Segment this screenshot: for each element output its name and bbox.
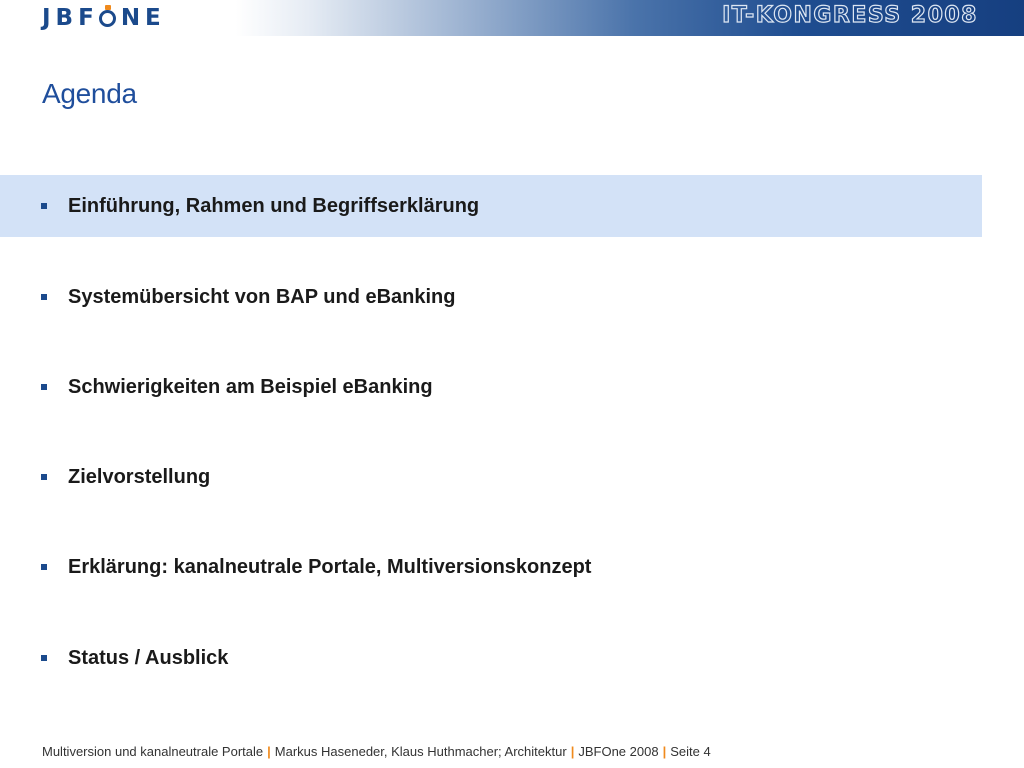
bullet-icon (41, 384, 47, 390)
agenda-item-label: Zielvorstellung (68, 465, 211, 488)
footer-event: JBFOne 2008 (578, 744, 659, 759)
logo-text-left: JBF (42, 5, 99, 31)
agenda-item-label: Status / Ausblick (68, 646, 229, 669)
jbfone-logo (42, 4, 166, 32)
bullet-icon (41, 564, 47, 570)
footer (42, 744, 711, 759)
agenda-item-5 (0, 536, 982, 598)
agenda-item-label: Erklärung: kanalneutrale Portale, Multiversionskonzept (68, 555, 592, 578)
agenda-item-1 (0, 175, 982, 237)
agenda-item-4 (0, 446, 982, 508)
agenda-item-label: Systemübersicht von BAP und eBanking (68, 285, 456, 308)
agenda-item-label: Einführung, Rahmen und Begriffserklärung (68, 194, 480, 217)
bullet-icon (41, 655, 47, 661)
event-title: IT-KONGRESS 2008 (722, 3, 978, 28)
footer-separator: | (662, 744, 667, 759)
footer-topic: Multiversion und kanalneutrale Portale (42, 744, 264, 759)
logo-text-right: NE (120, 5, 166, 31)
logo-wordmark (42, 5, 166, 31)
page-title: Agenda (42, 78, 137, 109)
footer-separator: | (267, 744, 271, 759)
footer-authors: Markus Haseneder, Klaus Huthmacher; Architektur (274, 744, 567, 759)
agenda-item-6 (0, 627, 982, 689)
bullet-icon (41, 203, 47, 209)
logo-o-icon (99, 10, 116, 27)
footer-separator: | (570, 744, 575, 759)
bullet-icon (41, 474, 47, 480)
agenda-item-2 (0, 266, 982, 328)
footer-page: Seite 4 (670, 744, 711, 759)
agenda-item-label: Schwierigkeiten am Beispiel eBanking (68, 375, 433, 398)
bullet-icon (41, 294, 47, 300)
header-bar (0, 0, 1024, 36)
agenda-item-3 (0, 356, 982, 418)
